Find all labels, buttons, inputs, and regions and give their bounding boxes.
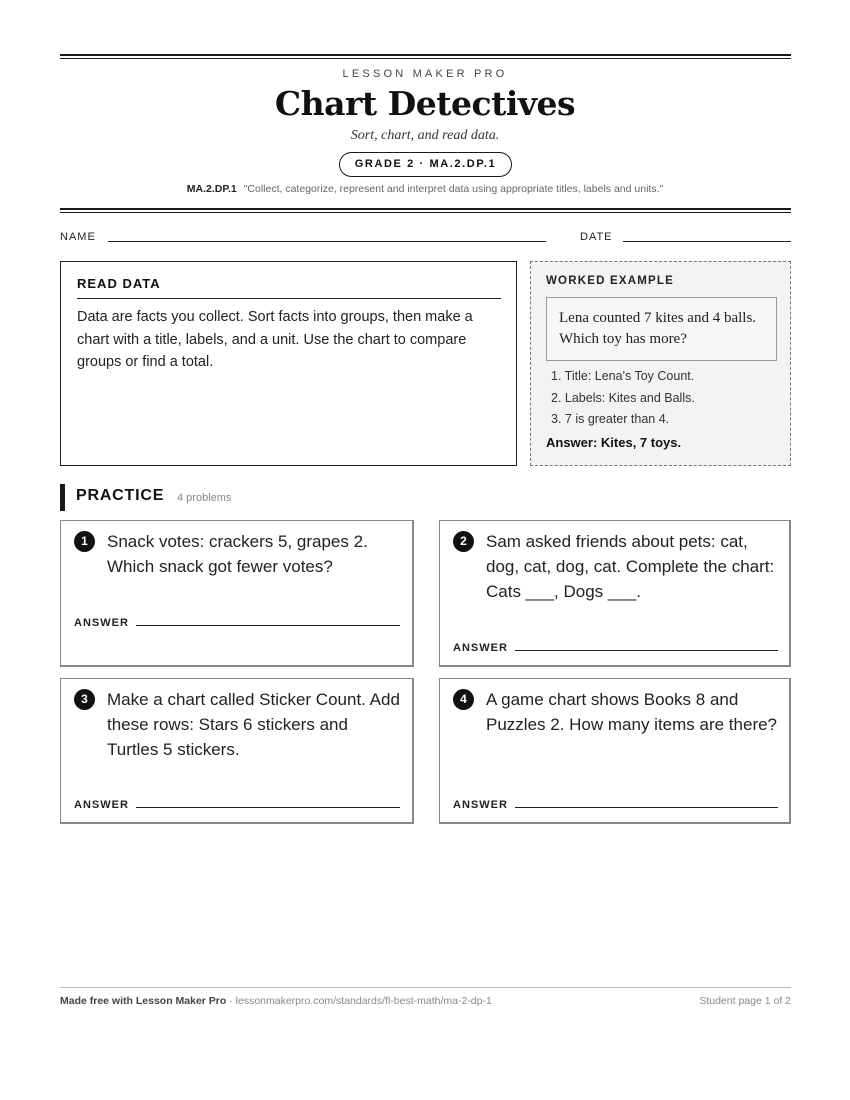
problem-text: Sam asked friends about pets: cat, dog, cat, dog, cat. Complete the chart: Cats ___, Dogs ___. [486, 532, 775, 601]
worksheet-title: Chart Detectives [274, 84, 576, 123]
worksheet-subtitle: Sort, chart, and read data. [350, 128, 500, 143]
standard-line [0, 183, 850, 195]
problem-number-badge: 4 [453, 689, 474, 710]
footer-url[interactable]: · lessonmakerpro.com/standards/fl-best-math/ma-2-dp-1 [226, 995, 492, 1007]
practice-count: 4 problems [177, 492, 232, 504]
header-bottom-rule [60, 208, 791, 213]
practice-accent-bar [60, 484, 65, 511]
problem-card-2 [439, 520, 791, 667]
date-label: DATE [580, 231, 613, 243]
practice-heading: PRACTICE [76, 487, 165, 504]
problem-number-badge: 1 [74, 531, 95, 552]
problem-card-3 [60, 678, 414, 824]
footer-made-with: Made free with Lesson Maker Pro [60, 995, 227, 1007]
brand-name: LESSON MAKER PRO [342, 68, 508, 80]
read-data-box [60, 261, 517, 466]
name-label: NAME [60, 231, 96, 243]
worked-example-answer: Answer: Kites, 7 toys. [546, 435, 682, 450]
answer-label: ANSWER [74, 799, 129, 811]
footer-credit [60, 995, 492, 1007]
problem-number-badge: 2 [453, 531, 474, 552]
grade-badge: GRADE 2 · MA.2.DP.1 [339, 152, 512, 177]
problem-text: A game chart shows Books 8 and Puzzles 2. How many items are there? [486, 690, 778, 734]
answer-label: ANSWER [74, 617, 129, 629]
answer-label: ANSWER [453, 642, 508, 654]
worked-example-question: Lena counted 7 kites and 4 balls. Which toy has more? [546, 297, 777, 361]
date-field[interactable] [623, 241, 791, 242]
problem-text: Make a chart called Sticker Count. Add these rows: Stars 6 stickers and Turtles 5 stickers. [107, 690, 400, 759]
standard-text: "Collect, categorize, represent and interpret data using appropriate titles, labels and units." [243, 183, 664, 195]
answer-label: ANSWER [453, 799, 508, 811]
answer-field[interactable] [136, 625, 400, 626]
problem-text: Snack votes: crackers 5, grapes 2. Which snack got fewer votes? [107, 532, 368, 576]
worked-example-heading: WORKED EXAMPLE [546, 275, 674, 287]
name-field[interactable] [108, 241, 546, 242]
problem-card-1 [60, 520, 414, 667]
answer-field[interactable] [515, 807, 778, 808]
read-data-body: Data are facts you collect. Sort facts into groups, then make a chart with a title, labels, and a unit. Use the chart to compare groups or find a total. [77, 309, 473, 370]
problem-number-badge: 3 [74, 689, 95, 710]
worked-example-step: 1. Title: Lena's Toy Count. [551, 369, 695, 383]
worked-example-step: 3. 7 is greater than 4. [551, 412, 670, 426]
footer-page-number: Student page 1 of 2 [699, 995, 791, 1007]
answer-field[interactable] [515, 650, 778, 651]
worked-example-step: 2. Labels: Kites and Balls. [551, 390, 695, 405]
worked-example-box [530, 261, 791, 466]
answer-field[interactable] [136, 807, 400, 808]
footer-rule [60, 987, 791, 988]
worked-example-steps [551, 366, 695, 431]
read-data-rule [77, 298, 501, 299]
problem-card-4 [439, 678, 791, 824]
standard-code: MA.2.DP.1 [186, 183, 237, 195]
header-top-rule [60, 54, 791, 59]
read-data-heading: READ DATA [77, 276, 161, 291]
